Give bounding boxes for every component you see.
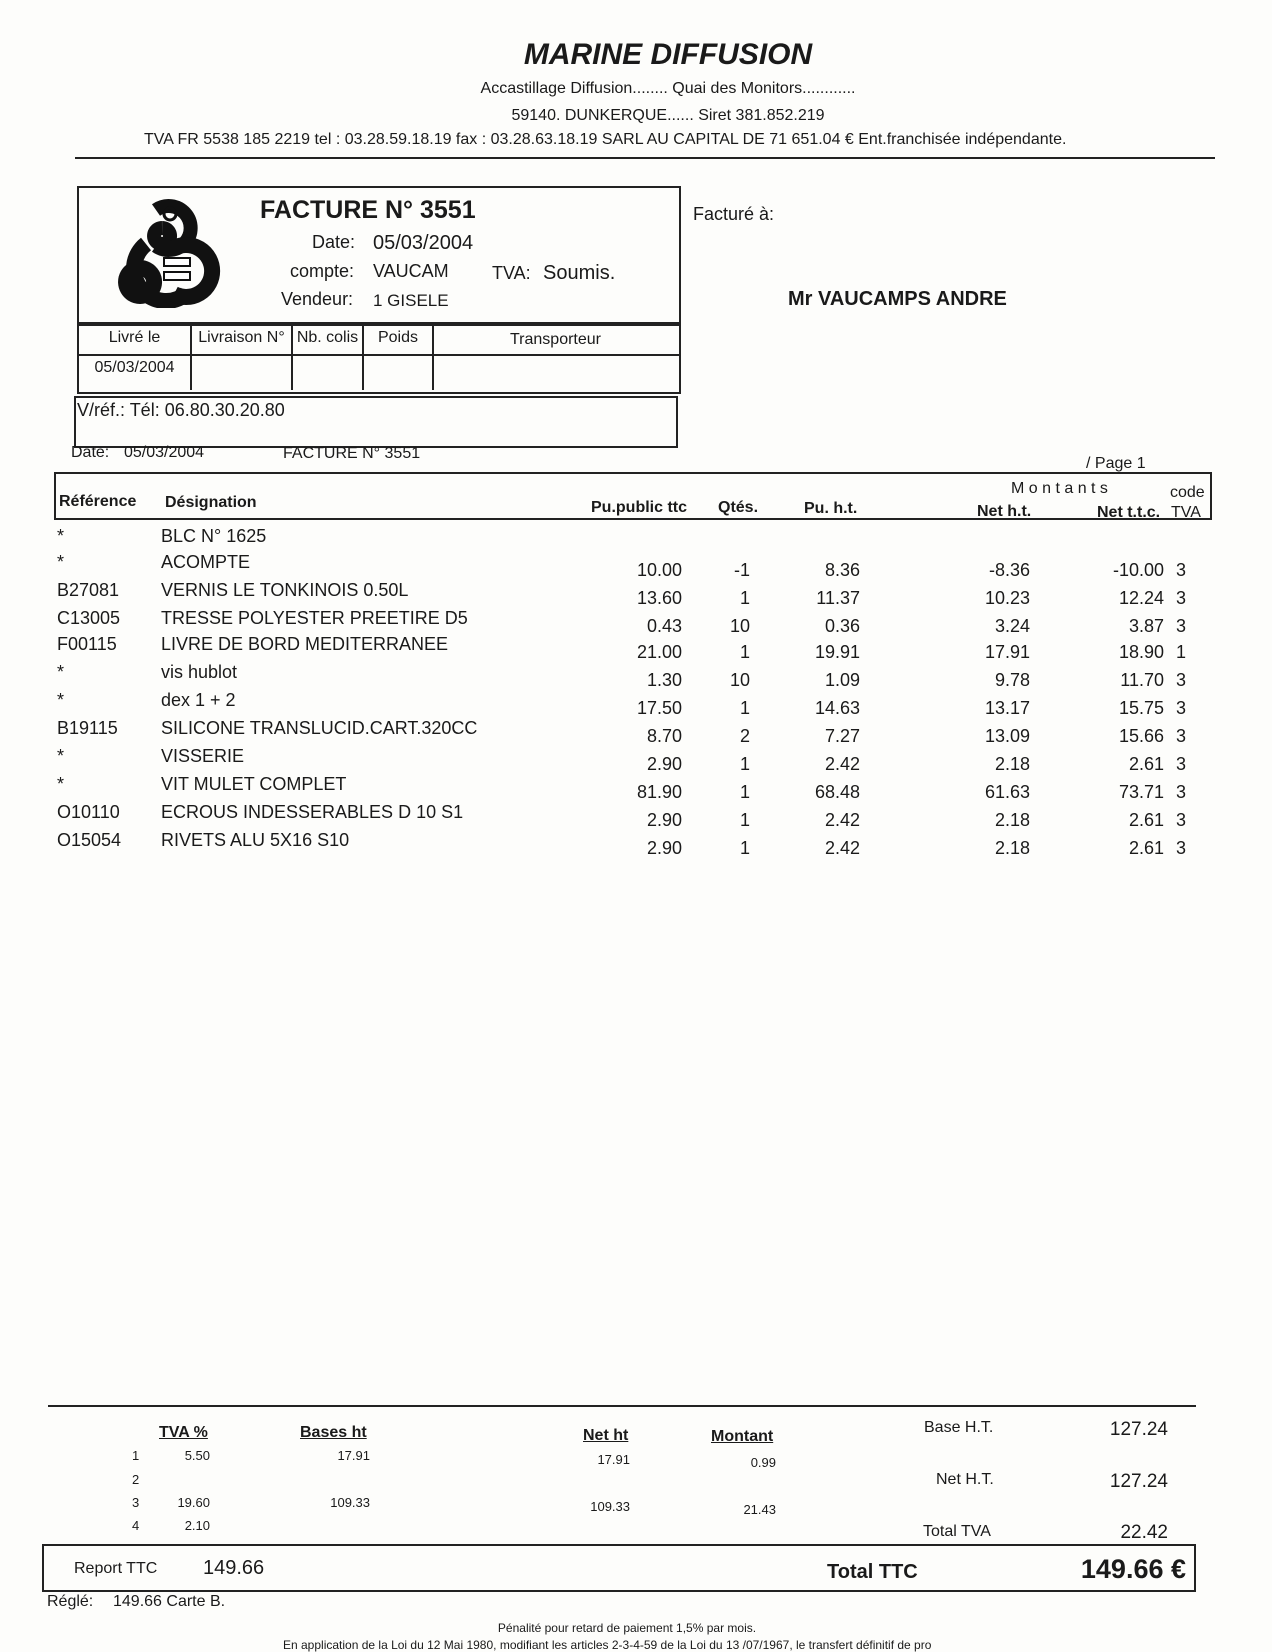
regle-label: Réglé: xyxy=(47,1593,94,1610)
col-net-ttc: Net t.t.c. xyxy=(1097,504,1161,521)
table-row xyxy=(0,608,1272,634)
row-net-ttc: 15.66 xyxy=(1118,726,1164,746)
marine-diffusion-logo xyxy=(104,196,232,308)
row-designation: ACOMPTE xyxy=(161,552,251,572)
tva-row-montant: 0.99 xyxy=(750,1455,776,1470)
col-montants: M o n t a n t s xyxy=(1011,480,1108,497)
row-reference: O15054 xyxy=(57,830,122,850)
row-code-tva: 1 xyxy=(1176,642,1187,662)
vref-text: V/réf.: Tél: 06.80.30.20.80 xyxy=(77,400,285,420)
table-row xyxy=(0,802,1272,828)
row-reference: * xyxy=(57,662,65,682)
row-pu-public: 2.90 xyxy=(646,810,682,830)
row-designation: TRESSE POLYESTER PREETIRE D5 xyxy=(161,608,468,628)
row-designation: dex 1 + 2 xyxy=(161,690,236,710)
row-net-ht: 2.18 xyxy=(994,838,1030,858)
invoice-tva: Soumis. xyxy=(543,262,616,284)
table-row xyxy=(0,662,1272,688)
table-row xyxy=(0,690,1272,716)
delivery-header-poids: Poids xyxy=(377,329,419,346)
row-pu-ht: 2.42 xyxy=(824,754,860,774)
row-designation: VIT MULET COMPLET xyxy=(161,774,347,794)
row-pu-ht: 7.27 xyxy=(824,726,860,746)
row-pu-public: 10.00 xyxy=(636,560,682,580)
row-net-ttc: 2.61 xyxy=(1128,838,1164,858)
row-code-tva: 3 xyxy=(1176,670,1187,690)
tva-row-net: 17.91 xyxy=(597,1452,630,1467)
table-row xyxy=(0,634,1272,660)
table-row xyxy=(0,718,1272,744)
net-ht-header: Net ht xyxy=(583,1427,629,1444)
tva-row-base: 109.33 xyxy=(330,1495,370,1510)
row-pu-ht: 19.91 xyxy=(814,642,860,662)
delivery-header-livre: Livré le xyxy=(108,329,161,346)
delivery-header-transporteur: Transporteur xyxy=(510,331,601,348)
row-net-ttc: 15.75 xyxy=(1118,698,1164,718)
row-pu-public: 0.43 xyxy=(646,616,682,636)
row-net-ht: 13.09 xyxy=(984,726,1030,746)
row-pu-public: 2.90 xyxy=(646,838,682,858)
tva-row-index: 4 xyxy=(132,1518,140,1533)
total-ttc-value: 149.66 € xyxy=(1080,1554,1186,1584)
row-reference: * xyxy=(57,746,65,766)
row-pu-public: 13.60 xyxy=(636,588,682,608)
table-row xyxy=(0,774,1272,800)
row-pu-ht: 68.48 xyxy=(814,782,860,802)
delivery-header-colis: Nb. colis xyxy=(296,329,359,346)
tva-row-net: 109.33 xyxy=(590,1499,630,1514)
row-qtes: 1 xyxy=(739,588,750,608)
row-pu-public: 21.00 xyxy=(636,642,682,662)
row-pu-ht: 14.63 xyxy=(814,698,860,718)
invoice-compte-label: compte: xyxy=(290,261,355,281)
bases-ht-header: Bases ht xyxy=(300,1424,367,1441)
report-ttc-label: Report TTC xyxy=(74,1560,158,1577)
row-net-ht: 2.18 xyxy=(994,754,1030,774)
row-qtes: 10 xyxy=(729,616,750,636)
row-reference: B27081 xyxy=(57,580,120,600)
billed-to-name: Mr VAUCAMPS ANDRE xyxy=(788,288,1007,310)
regle-value: 149.66 Carte B. xyxy=(113,1593,226,1610)
row-reference: C13005 xyxy=(57,608,121,628)
row-qtes: 1 xyxy=(739,782,750,802)
row-reference: * xyxy=(57,526,65,546)
row-net-ht: 9.78 xyxy=(994,670,1030,690)
row-code-tva: 3 xyxy=(1176,698,1187,718)
row-code-tva: 3 xyxy=(1176,726,1187,746)
table-row xyxy=(0,580,1272,606)
tva-row-base: 17.91 xyxy=(337,1448,370,1463)
row-pu-ht: 8.36 xyxy=(824,560,860,580)
row-reference: * xyxy=(57,774,65,794)
row-net-ht: 2.18 xyxy=(994,810,1030,830)
company-legal-line: TVA FR 5538 185 2219 tel : 03.28.59.18.19 fax : 03.28.63.18.19 SARL AU CAPITAL DE 71 651.04 € Ent.franchisée indépendante. xyxy=(144,131,1067,148)
invoice-title: FACTURE N° 3551 xyxy=(260,196,476,224)
row-code-tva: 3 xyxy=(1176,782,1187,802)
law-notice: En application de la Loi du 12 Mai 1980, modifiant les articles 2-3-4-59 de la Loi du 13 /07/1967, le transfert définitif de pro xyxy=(283,1638,932,1652)
net-ht-value: 127.24 xyxy=(1109,1471,1168,1492)
row-net-ht: 17.91 xyxy=(984,642,1030,662)
row-net-ht: 3.24 xyxy=(994,616,1030,636)
row-designation: LIVRE DE BORD MEDITERRANEE xyxy=(161,634,449,654)
row-qtes: 1 xyxy=(739,642,750,662)
company-name: MARINE DIFFUSION xyxy=(523,38,813,71)
montant-header: Montant xyxy=(711,1428,774,1445)
row-designation: VISSERIE xyxy=(161,746,245,766)
row-pu-public: 17.50 xyxy=(636,698,682,718)
row-pu-ht: 2.42 xyxy=(824,838,860,858)
company-address-line1: Accastillage Diffusion........ Quai des Monitors............ xyxy=(480,80,856,97)
delivery-value-livre: 05/03/2004 xyxy=(94,359,175,376)
row-designation: SILICONE TRANSLUCID.CART.320CC xyxy=(161,718,478,738)
table-row xyxy=(0,552,1272,578)
row-net-ttc: 12.24 xyxy=(1118,588,1164,608)
tva-pct-header: TVA % xyxy=(159,1424,208,1441)
row-code-tva: 3 xyxy=(1176,560,1187,580)
billed-to-label: Facturé à: xyxy=(693,204,775,224)
col-pu-public: Pu.public ttc xyxy=(591,499,687,516)
total-tva-value: 22.42 xyxy=(1120,1522,1168,1543)
delivery-header-livraison: Livraison N° xyxy=(198,329,285,346)
row-code-tva: 3 xyxy=(1176,838,1187,858)
row-pu-ht: 2.42 xyxy=(824,810,860,830)
row-designation: BLC N° 1625 xyxy=(161,526,267,546)
summary-divider xyxy=(48,1405,1196,1407)
row-pu-ht: 11.37 xyxy=(816,588,860,608)
company-address-line2: 59140. DUNKERQUE...... Siret 381.852.219 xyxy=(511,107,825,124)
row-net-ttc: 2.61 xyxy=(1128,754,1164,774)
row-qtes: -1 xyxy=(733,560,750,580)
row-net-ttc: 3.87 xyxy=(1128,616,1164,636)
tva-row-pct: 5.50 xyxy=(184,1448,210,1463)
row-code-tva: 3 xyxy=(1176,754,1187,774)
row-pu-ht: 0.36 xyxy=(824,616,860,636)
delivery-grid-divider xyxy=(77,354,679,356)
row-net-ttc: 18.90 xyxy=(1118,642,1164,662)
row-net-ht: 10.23 xyxy=(984,588,1030,608)
invoice-compte: VAUCAM xyxy=(373,261,449,281)
col-qtes: Qtés. xyxy=(718,499,759,516)
tva-row-index: 3 xyxy=(132,1495,140,1510)
row-net-ttc: 73.71 xyxy=(1118,782,1164,802)
col-pu-ht: Pu. h.t. xyxy=(804,500,858,517)
subheader-date: 05/03/2004 xyxy=(124,444,205,461)
invoice-vendeur-label: Vendeur: xyxy=(281,289,354,309)
invoice-date-label: Date: xyxy=(312,232,356,252)
row-net-ht: 61.63 xyxy=(984,782,1030,802)
table-row xyxy=(0,526,1272,552)
total-tva-label: Total TVA xyxy=(923,1523,991,1540)
header-divider xyxy=(75,157,1215,159)
subheader-invoice: FACTURE N° 3551 xyxy=(283,445,421,462)
tva-row-pct: 19.60 xyxy=(177,1495,210,1510)
invoice-date: 05/03/2004 xyxy=(373,232,474,254)
row-pu-public: 1.30 xyxy=(646,670,682,690)
page-number: / Page 1 xyxy=(1086,455,1146,472)
tva-row-pct: 2.10 xyxy=(184,1518,210,1533)
row-qtes: 1 xyxy=(739,698,750,718)
row-code-tva: 3 xyxy=(1176,616,1187,636)
row-pu-ht: 1.09 xyxy=(824,670,860,690)
tva-row-index: 2 xyxy=(132,1472,140,1487)
row-qtes: 10 xyxy=(729,670,750,690)
subheader-date-label: Date: xyxy=(71,444,110,461)
col-code: code xyxy=(1170,484,1205,501)
row-net-ttc: 11.70 xyxy=(1120,670,1164,690)
row-designation: ECROUS INDESSERABLES D 10 S1 xyxy=(161,802,464,822)
total-ttc-label: Total TTC xyxy=(827,1561,918,1583)
table-row xyxy=(0,746,1272,772)
row-designation: VERNIS LE TONKINOIS 0.50L xyxy=(161,580,409,600)
row-net-ht: -8.36 xyxy=(988,560,1030,580)
table-row xyxy=(0,830,1272,856)
row-reference: O10110 xyxy=(57,802,120,822)
row-reference: B19115 xyxy=(57,718,118,738)
net-ht-label: Net H.T. xyxy=(936,1471,994,1488)
row-pu-public: 81.90 xyxy=(636,782,682,802)
col-designation: Désignation xyxy=(165,494,257,511)
row-qtes: 1 xyxy=(739,810,750,830)
row-code-tva: 3 xyxy=(1176,810,1187,830)
base-ht-value: 127.24 xyxy=(1109,1419,1168,1440)
row-pu-public: 8.70 xyxy=(646,726,682,746)
row-net-ht: 13.17 xyxy=(984,698,1030,718)
row-net-ttc: -10.00 xyxy=(1112,560,1164,580)
row-reference: F00115 xyxy=(57,634,117,654)
col-reference: Référence xyxy=(59,493,137,510)
row-qtes: 1 xyxy=(739,838,750,858)
row-pu-public: 2.90 xyxy=(646,754,682,774)
row-reference: * xyxy=(57,690,65,710)
row-code-tva: 3 xyxy=(1176,588,1187,608)
penalty-notice: Pénalité pour retard de paiement 1,5% par mois. xyxy=(497,1621,757,1635)
col-net-ht: Net h.t. xyxy=(977,503,1032,520)
base-ht-label: Base H.T. xyxy=(924,1419,994,1436)
row-designation: vis hublot xyxy=(161,662,238,682)
row-qtes: 2 xyxy=(739,726,750,746)
row-reference: * xyxy=(57,552,65,572)
tva-row-index: 1 xyxy=(132,1448,140,1463)
invoice-tva-label: TVA: xyxy=(492,263,531,283)
row-designation: RIVETS ALU 5X16 S10 xyxy=(161,830,350,850)
report-ttc-value: 149.66 xyxy=(203,1557,265,1579)
row-qtes: 1 xyxy=(739,754,750,774)
row-net-ttc: 2.61 xyxy=(1128,810,1164,830)
tva-row-montant: 21.43 xyxy=(743,1502,776,1517)
invoice-vendeur: 1 GISELE xyxy=(373,291,449,310)
col-tva: TVA xyxy=(1171,504,1201,521)
